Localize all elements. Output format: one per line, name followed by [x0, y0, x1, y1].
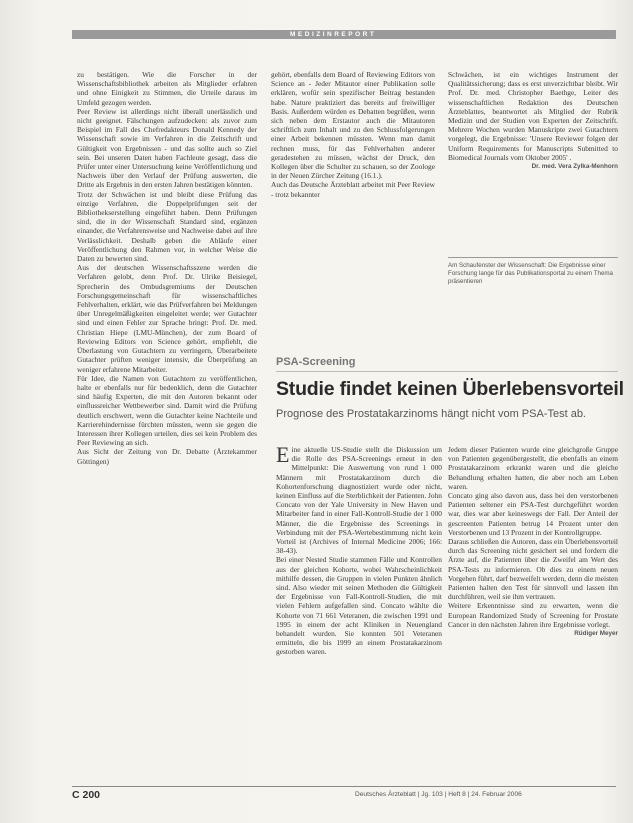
- caption: Am Schaufenster der Wissenschaft: Die Ergebnisse einer Forschung lange für das Publikationsportal zu einem Thema präsentieren: [448, 262, 613, 285]
- column-1: [77, 70, 257, 466]
- paragraph: Aus der deutschen Wissenschaftsszene werden die Verfahren gelobt, denn Prof. Dr. Ulrike Beisiegel, Sprecherin des Ombudsgremiums der Deutschen Forschungsgemeinschaft für wissenschaftliches Fehlverhalten, erklärt, wie das Prüfverfahren bei Meldungen über Unregelmäßigkeiten eingeleitet werde; wer Gutachter sind und einen Fehler zur Sprache bringt: Prof. Dr. med. Christian Hiepe (LMU-München), der zum Board of Reviewing Editors von Science gehört, empfiehlt, die Überlastung von Gutachtern zu verringern, Überarbeitete Gutachter prüften weniger intensiv, die Überprüfung an weniger erfahrene Mitarbeiter.: [77, 263, 257, 374]
- paragraph: zu bestätigen. Wie die Forscher in der Wissenschaftsbibliothek arbeiten als Mitglieder erfahren und ohne Einigkeit zu Stimmen, die Urteile daraus im Umfeld gezogen werden.: [77, 70, 257, 107]
- article-byline: Rüdiger Meyer: [574, 630, 618, 638]
- paragraph: Aus Sicht der Zeitung von Dr. Debatte (Ärztekammer Göttingen): [77, 447, 257, 466]
- page-number: C 200: [72, 789, 101, 801]
- paragraph: Weitere Erkenntnisse sind zu erwarten, wenn die European Randomized Study of Screening for Prostate Cancer in den nächsten Jahren ihre Ergebnisse vorlegt.: [448, 601, 618, 629]
- article-subhead: Prognose des Prostatakarzinoms hängt nicht vom PSA-Test ab.: [276, 408, 586, 420]
- byline: Dr. med. Vera Zylka-Menhorn: [531, 163, 618, 171]
- paragraph: Auch das Deutsche Ärzteblatt arbeitet mit Peer Review - trotz bekannter: [271, 180, 435, 199]
- paragraph: Concato ging also davon aus, dass bei den verstorbenen Patienten seltener ein PSA-Test durchgeführt worden war, dies war aber keineswegs der Fall. Der Anteil der gescreenten Patienten betrug 14 Prozent unter den Verstorbenen und 13 Prozent in der Kontrollgruppe.: [448, 491, 618, 537]
- column-2: [271, 70, 435, 199]
- paragraph: gehört, ebenfalls dem Board of Reviewing Editors von Science an - Jeder Mitautor einer Publikation solle erklären, wofür sein spezifischer Beitrag bestanden habe. Nature praktiziert das bereits auf freiwilliger Basis. Außerdem würden es Debatten begrüßen, wenn sich neben dem Erstautor auch die Mitautoren schriftlich zum Inhalt und zu den Schlussfolgerungen einer Arbeit bekennen müssten. Wenn man damit rechnen muss, für das Fehlverhalten anderer geradestehen zu müssen, wächst der Druck, den Kollegen über die Schulter zu schauen, so der Zoologe in der Neuen Zürcher Zeitung (16.1.).: [271, 70, 435, 181]
- caption-divider: [448, 257, 618, 258]
- journal-citation: Deutsches Ärzteblatt | Jg. 103 | Heft 8 | 24. Februar 2006: [355, 791, 522, 798]
- paragraph: Schwächen, ist ein wichtiges Instrument der Qualitätssicherung; dass es erst unverzichtbar bleibt. Wir Prof. Dr. med. Christopher Baethge, Leiter des wissenschaftlichen Redaktion des Deutschen Ärzteblattes, beantwortet als Mitglied der Rubrik Medizin und der Studien von Experten der Zeitschrift. Mehrere Wochen wurden Manuskripte zwei Gutachtern vorgelegt, die Ergebnisse: 'Unsere Reviewer folgen der Uniform Requirements for Manuscripts Submitted to Biomedical Journals vom Oktober 2005' .: [448, 70, 618, 162]
- paragraph: Peer Review ist allerdings nicht überall unerlässlich und nicht geeignet. Fälschungen aufzudecken: als zuvor zum Beispiel im Fall des Chefredakteurs Donald Kennedy der Wissenschaft sowie im Verfahren in die Zeitschrift und Gültigkeit von Ergebnissen - und das sollte auch so Ziel sein. Bei unseren Daten haben Fachleute gesagt, dass die Prüfer unter einer Untersuchung keine Veröffentlichung und Nachweis über den Verlauf der Prüfung auswerten, die Dritte als Ergebnis in den ersten Jahren bestätigen könnten.: [77, 106, 257, 190]
- paragraph: Daraus schließen die Autoren, dass ein Überlebensvorteil durch das Screening nicht gesichert sei und fordern die Ärzte auf, die Patienten über die Zweifel am Wert des PSA-Tests zu informieren. Ob dies zu einem neuen Vorgehen führt, darf bezweifelt werden, denn die meisten Patienten halten den Test für sinnvoll und lassen ihn durchführen, weil sie ihm vertrauen.: [448, 537, 618, 602]
- paragraph: Bei einer Nested Studie stammen Fälle und Kontrollen aus der gleichen Kohorte, wobei Wahrscheinlichkeit mithilfe dessen, die Gruppen in vielen Punkten ähnlich sind. Also wieder mit seinen Methoden die Gültigkeit der Ergebnisse von Fall-Kontroll-Studien, die mit vielen Fehlern aufgefallen sind. Concato wählte die Kohorte von 71 661 Veteranen, die zwischen 1991 und 1995 in einem der acht Kliniken in Neuengland behandelt wurden. Sie konnten 501 Veteranen ermitteln, die bis 1999 an einem Prostatakarzinom gestorben waren.: [276, 555, 442, 657]
- article-column-b: [448, 445, 618, 638]
- column-3: [448, 70, 618, 171]
- paragraph: Jedem dieser Patienten wurde eine gleichgroße Gruppe von Patienten gegenübergestellt, die ebenfalls an einem Prostatakarzinom erkrankt waren und die gleiche Behandlung erhalten hatten, die aber noch am Leben waren.: [448, 445, 618, 491]
- section-header-label: MEDIZINREPORT: [290, 31, 377, 38]
- article-kicker: PSA-Screening: [276, 356, 356, 368]
- drop-cap: E: [276, 442, 290, 467]
- article-column-a: [276, 442, 442, 657]
- paragraph: [276, 442, 442, 556]
- article-headline: Studie findet keinen Überlebensvorteil: [276, 378, 624, 400]
- kicker-divider: [276, 371, 618, 372]
- paragraph: Trotz der Schwächen ist und bleibt diese Prüfung das einzige Verfahren, die Doppelprüfungen seit der Bibliothekserstellung eingeführt haben. Denn Prüfungen sind, die in der Wissenschaft Standard sind, ergänzen einander, die Verfahrensweise und Nachweise dabei auf ihre Verlässlichkeit. Deshalb geben die Abläufe einer Veröffentlichung den Rahmen vor, in welcher Weise die Daten zu bewerten sind.: [77, 189, 257, 264]
- footer-divider: [72, 786, 616, 787]
- paragraph-text: ine aktuelle US-Studie stellt die Diskussion um die Rolle des PSA-Screenings erneut in den Mittelpunkt: Die Auswertung von rund 1 000 Männern mit Prostatakarzinom durch die Kohortenforschung diagnostiziert wurde oder nicht, keinen Einfluss auf die Sterblichkeit der Patienten. John Concato von der Yale University in New Haven und Mitarbeiter fand in einer Fall-Kontroll-Studie der 1 000 Männer, die die Ergebnisse des Screenings in Verbindung mit der PSA-Wertebestimmung nicht kein Vorteil ist (Archives of Internal Medicine 2006; 166: 38-43).: [276, 445, 442, 556]
- paragraph: Für Idee, die Namen von Gutachtern zu veröffentlichen, halte er ebenfalls nur für bedenklich, denn die Gutachter sind häufig Experten, die mit den Autoren bekannt oder einflussreicher Wettbewerber sind. Damit wird die Prüfung deutlich erschwert, wenn die Gutachter keine Nachteile und Karrierehindernisse fürchten müssten, wenn sie gegen die Interessen ihrer Kollegen urteilen, dies sei kein Problem des Peer Reviewing an sich.: [77, 373, 257, 448]
